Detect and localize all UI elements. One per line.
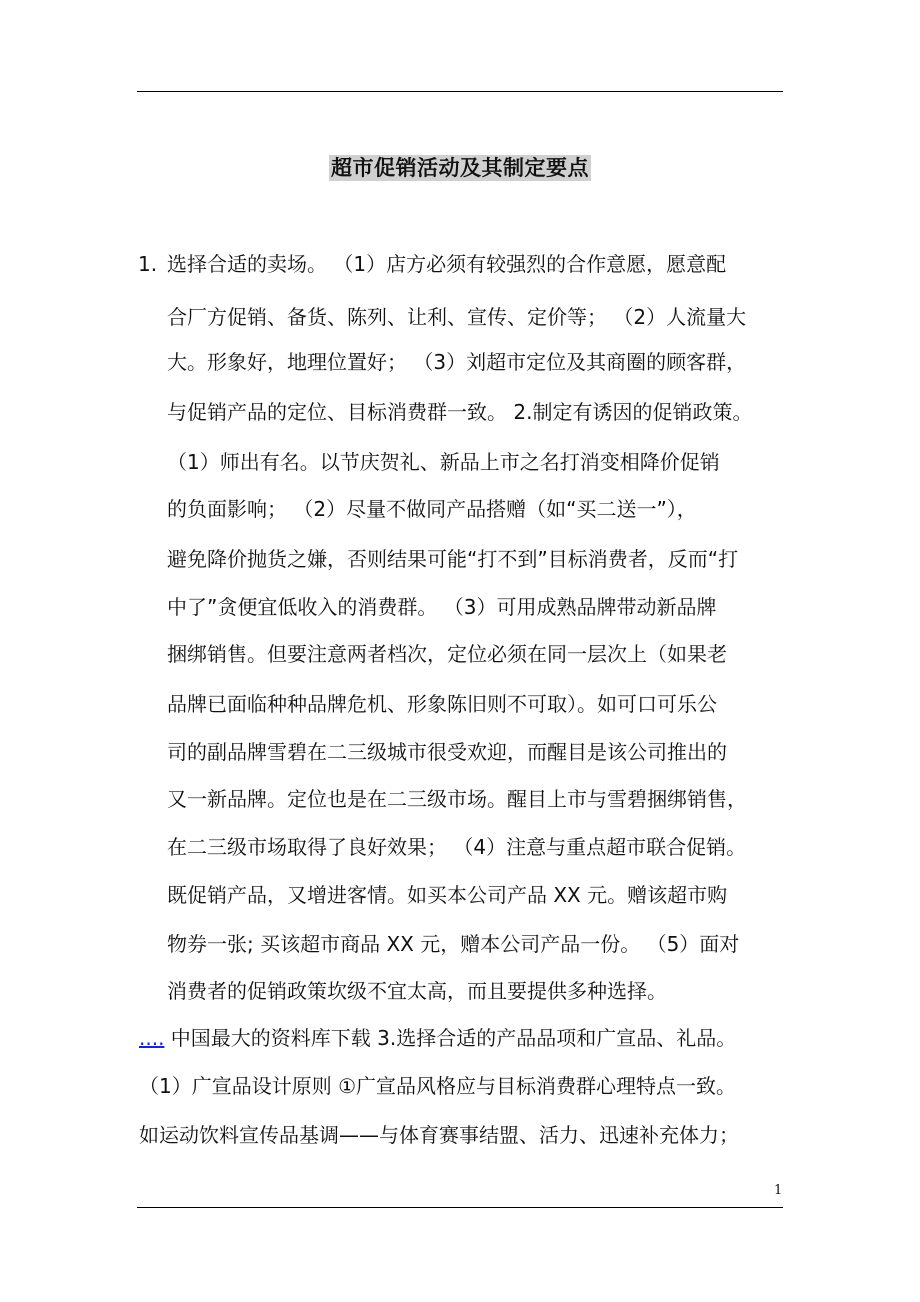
page-number: 1 (774, 1183, 783, 1198)
paragraph-line: 的负面影响； （2）尽量不做同产品搭赠（如“买二送一”）， (167, 497, 697, 521)
paragraph-line: 司的副品牌雪碧在二三级城市很受欢迎，而醒目是该公司推出的 (167, 740, 727, 764)
link-line-text: 中国最大的资料库下载 3.选择合适的产品品项和广宣品、礼品。 (164, 1026, 737, 1050)
paragraph-line: 与促销产品的定位、目标消费群一致。 2.制定有诱因的促销政策。 (167, 400, 753, 424)
document-title: 超市促销活动及其制定要点 (331, 156, 589, 180)
paragraph-line: 物券一张; 买该超市商品 XX 元，赠本公司产品一份。 （5）面对 (167, 932, 740, 956)
paragraph-line: 消费者的促销政策坎级不宜太高，而且要提供多种选择。 (167, 979, 667, 1003)
paragraph-line: 又一新品牌。定位也是在二三级市场。醒目上市与雪碧捆绑销售， (167, 787, 747, 811)
paragraph-line: 避免降价抛货之嫌，否则结果可能“打不到”目标消费者，反而“打 (167, 547, 739, 571)
list-number: 1. (138, 252, 158, 276)
paragraph-line: 捆绑销售。但要注意两者档次，定位必须在同一层次上（如果老 (167, 642, 727, 666)
header-rule (137, 91, 783, 92)
paragraph-line: 如运动饮料宣传品基调——与体育赛事结盟、活力、迅速补充体力； (139, 1123, 739, 1147)
paragraph-line: 品牌已面临种种品牌危机、形象陈旧则不可取）。如可口可乐公 (167, 692, 717, 716)
download-link[interactable]: .... (139, 1026, 165, 1050)
footer-rule (137, 1207, 783, 1208)
paragraph-line: 大。形象好，地理位置好； （3）刘超市定位及其商圈的顾客群， (167, 350, 747, 374)
paragraph-line-with-link (139, 1024, 736, 1052)
document-title-wrap (0, 152, 920, 182)
paragraph-line: 在二三级市场取得了良好效果； （4）注意与重点超市联合促销。 (167, 835, 747, 859)
paragraph-line: 合厂方促销、备货、陈列、让利、宣传、定价等； （2）人流量大 (167, 305, 747, 329)
paragraph-line: （1）广宣品设计原则 ①广宣品风格应与目标消费群心理特点一致。 (139, 1074, 737, 1098)
paragraph-line: （1）师出有名。以节庆贺礼、新品上市之名打消变相降价促销 (167, 450, 720, 474)
paragraph-line: 既促销产品，又增进客情。如买本公司产品 XX 元。赠该超市购 (167, 883, 728, 907)
paragraph-line: 中了”贪便宜低收入的消费群。 （3）可用成熟品牌带动新品牌 (167, 595, 717, 619)
paragraph-line: 选择合适的卖场。 （1）店方必须有较强烈的合作意愿，愿意配 (167, 252, 727, 276)
